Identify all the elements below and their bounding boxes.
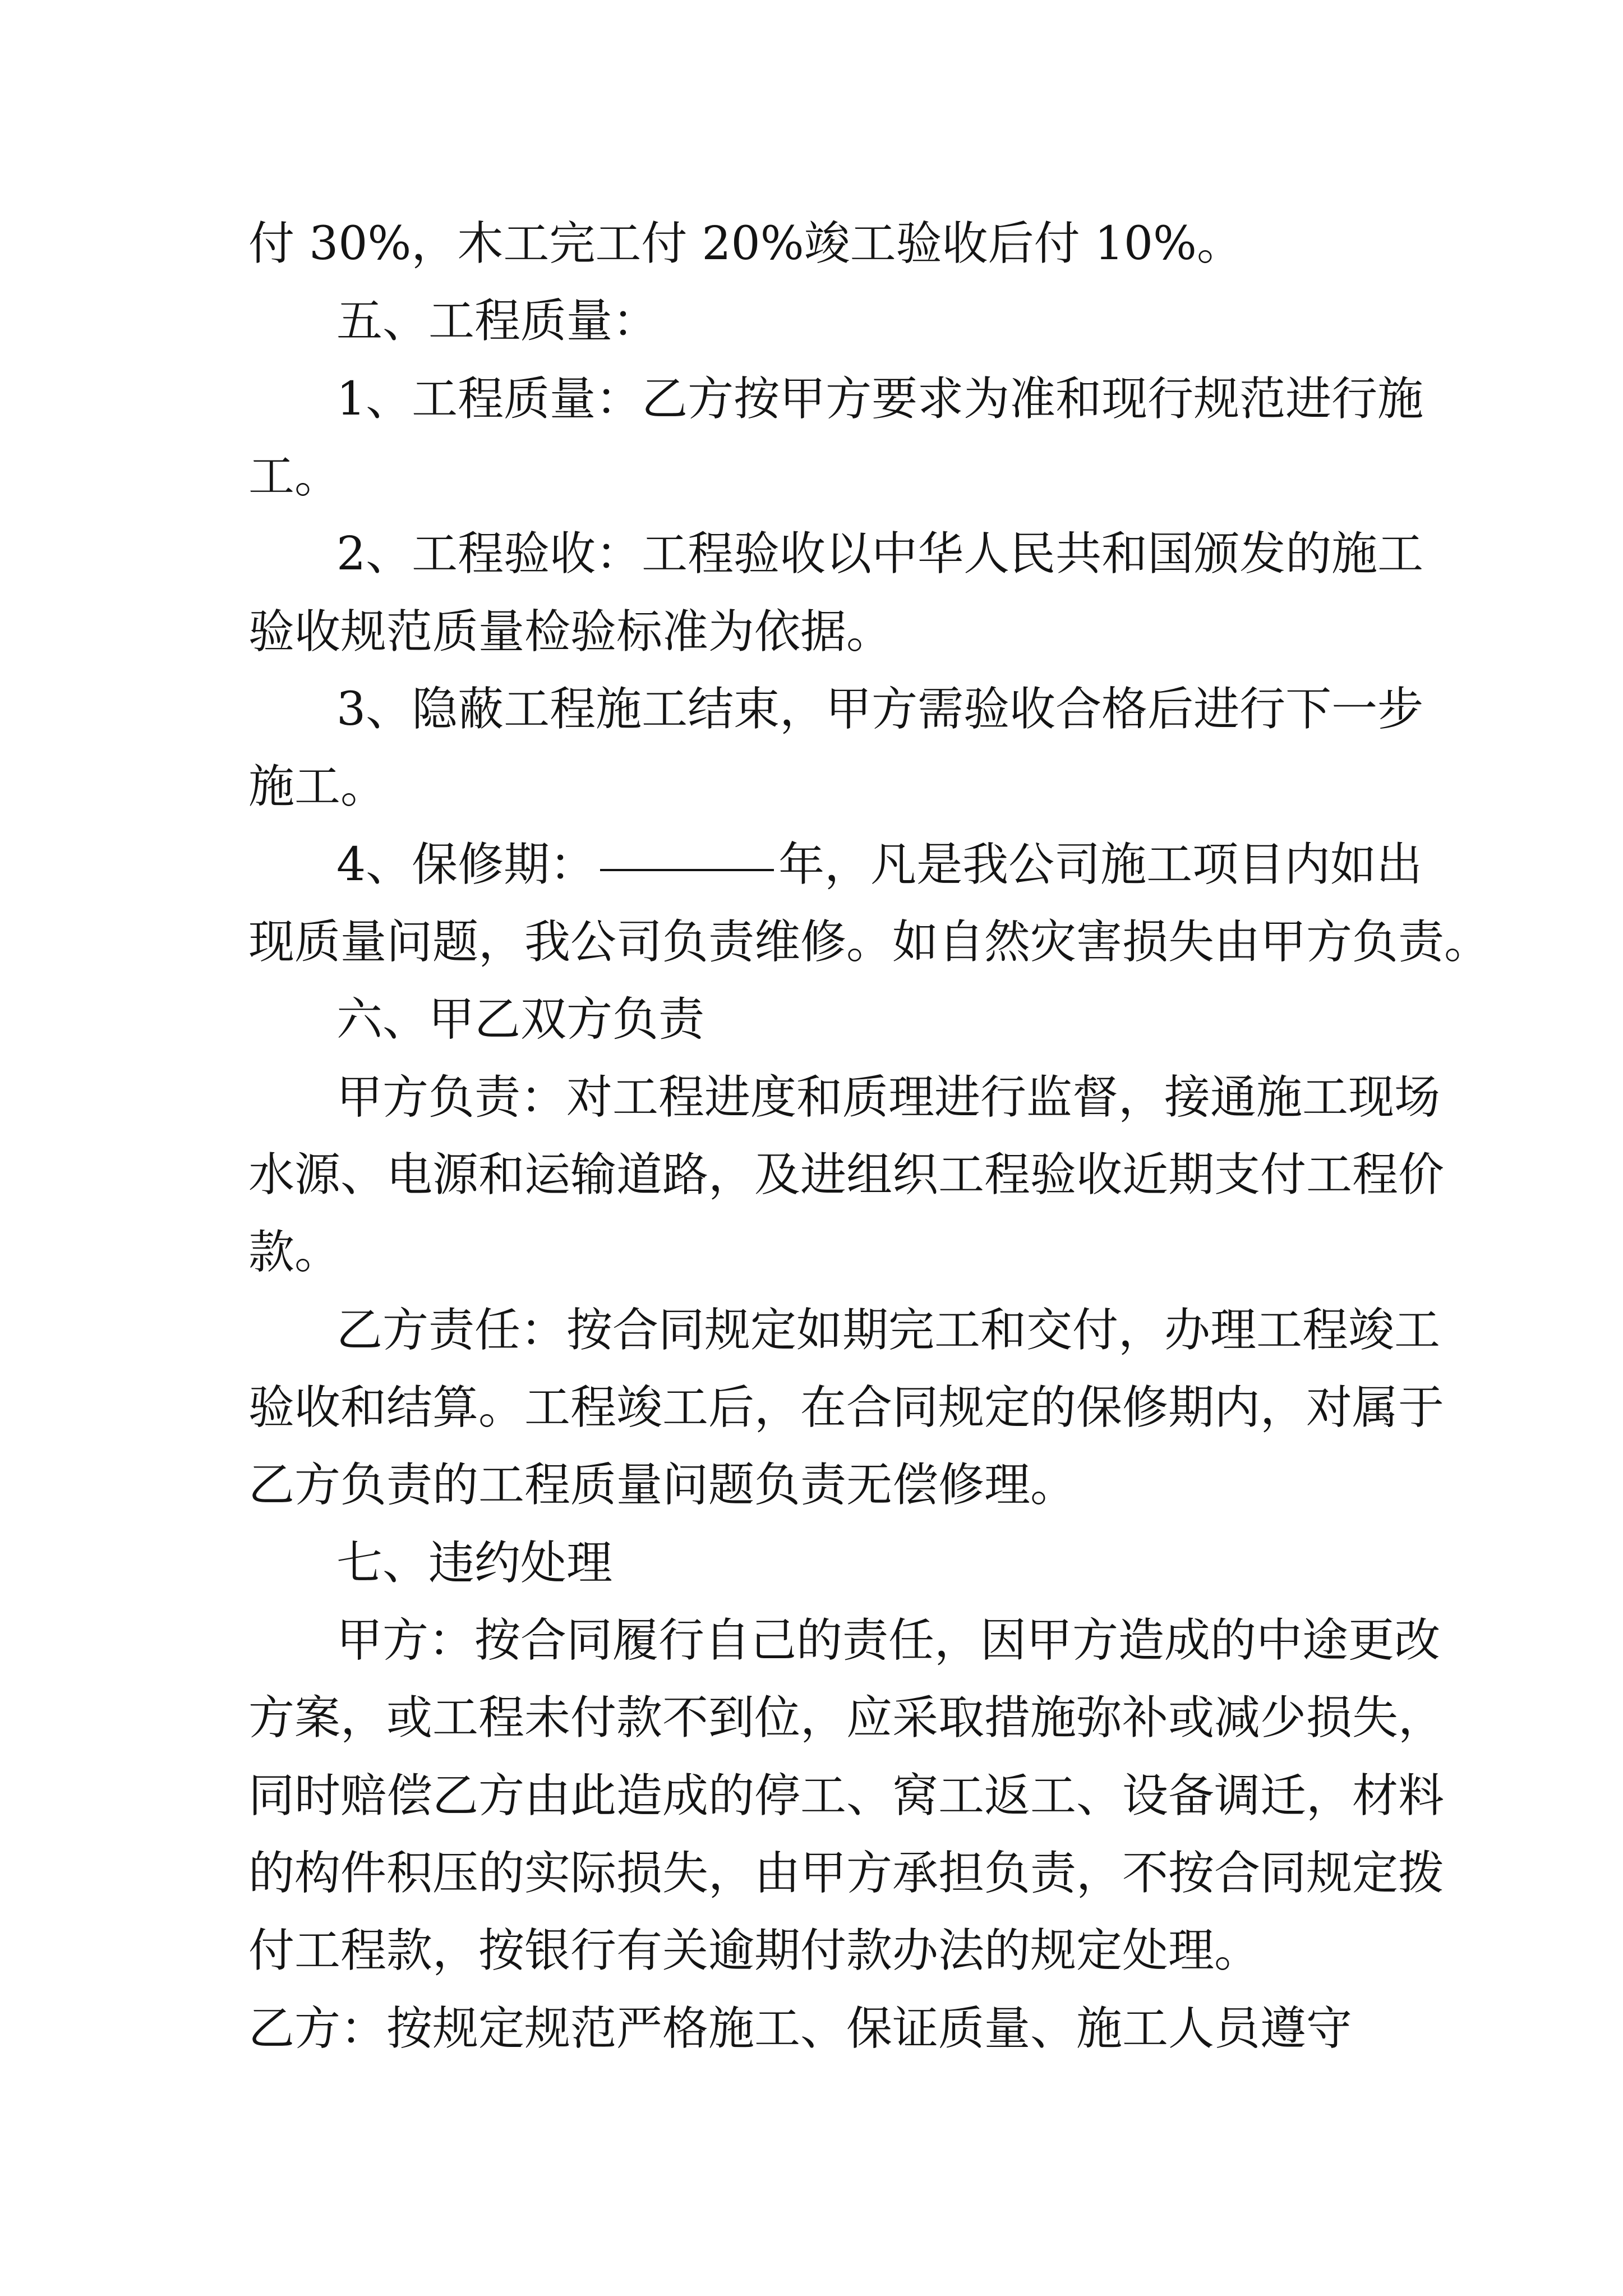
warranty-line	[336, 826, 1422, 904]
text-line: 同时赔偿乙方由此造成的停工、窝工返工、设备调迁，材料	[248, 1769, 1445, 1823]
section-heading: 七、违约处理	[336, 1536, 613, 1590]
text-line: 水源、电源和运输道路，及进组织工程验收近期支付工程价	[248, 1148, 1445, 1202]
text-line: 验收和结算。工程竣工后，在合同规定的保修期内，对属于	[248, 1381, 1445, 1434]
blank-underline	[600, 866, 774, 871]
text-line: 款。	[248, 1226, 341, 1279]
text-line: 现质量问题，我公司负责维修。如自然灾害损失由甲方负责。	[248, 915, 1491, 969]
section-heading: 五、工程质量：	[336, 295, 659, 348]
text-line: 验收规范质量检验标准为依据。	[248, 605, 893, 659]
text-line: 3、隐蔽工程施工结束，甲方需验收合格后进行下一步	[336, 683, 1424, 736]
text-line: 乙方：按规定规范严格施工、保证质量、施工人员遵守	[248, 2002, 1353, 2055]
text-line: 工。	[248, 450, 341, 503]
section-heading: 六、甲乙双方负责	[336, 993, 705, 1046]
text-line: 方案，或工程未付款不到位，应采取措施弥补或减少损失，	[248, 1691, 1445, 1745]
text-line: 甲方：按合同履行自己的责任，因甲方造成的中途更改	[336, 1614, 1441, 1667]
text-line: 2、工程验收：工程验收以中华人民共和国颁发的施工	[336, 527, 1424, 581]
text-line: 1、工程质量：乙方按甲方要求为准和现行规范进行施	[336, 372, 1424, 426]
text-line: 施工。	[248, 760, 387, 813]
warranty-text: 年，凡是我公司施工项目内如出	[778, 838, 1423, 891]
warranty-label: 4、保修期：	[336, 838, 596, 891]
text-line: 甲方负责：对工程进度和质理进行监督，接通施工现场	[336, 1071, 1441, 1124]
text-line: 的构件积压的实际损失，由甲方承担负责，不按合同规定拨	[248, 1847, 1445, 1900]
text-line: 付 30%，木工完工付 20%竣工验收后付 10%。	[248, 217, 1243, 270]
text-line: 乙方负责的工程质量问题负责无偿修理。	[248, 1458, 1077, 1512]
text-line: 付工程款，按银行有关逾期付款办法的规定处理。	[248, 1924, 1261, 1977]
text-line: 乙方责任：按合同规定如期完工和交付，办理工程竣工	[336, 1304, 1441, 1357]
